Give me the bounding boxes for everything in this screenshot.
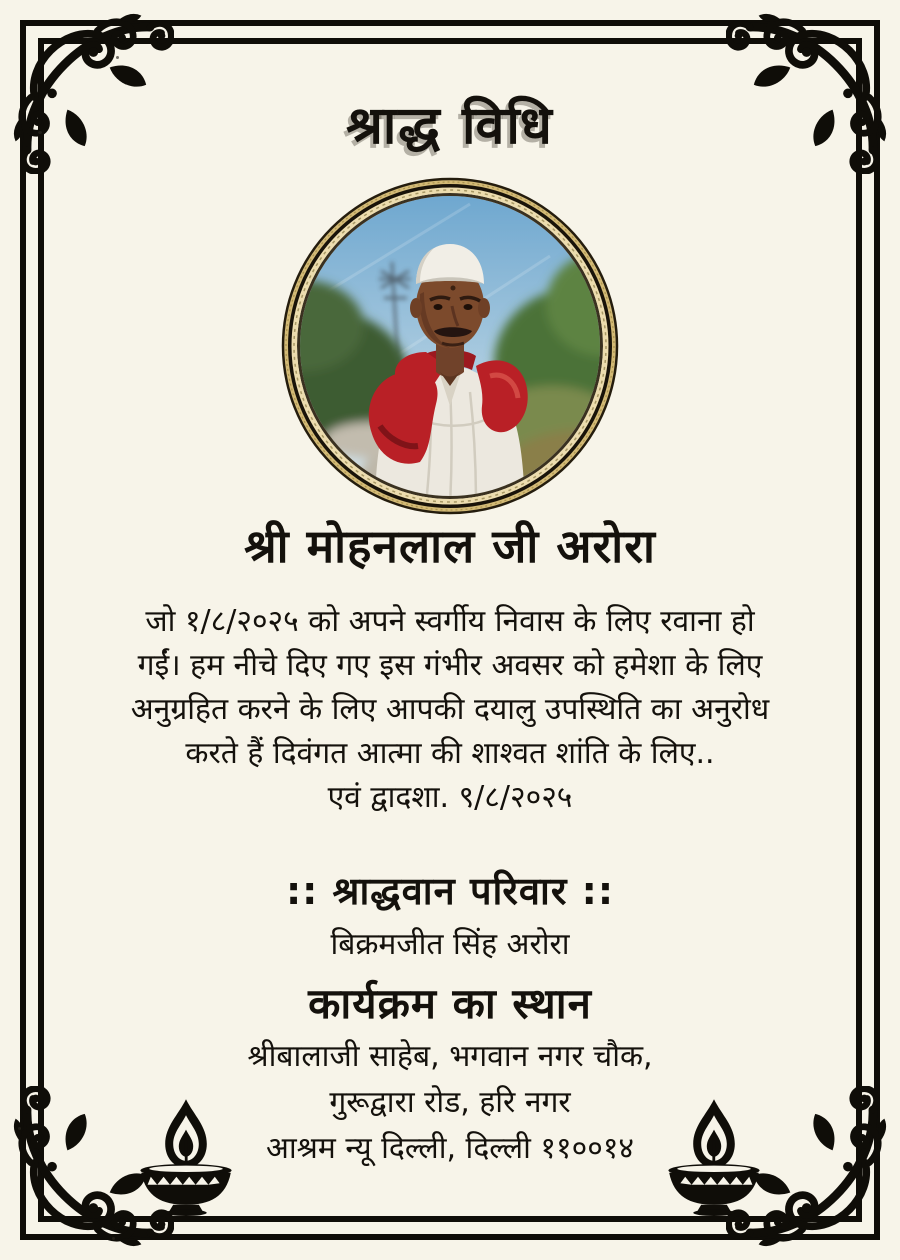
family-heading: :: श्राद्धवान परिवार :: (285, 869, 615, 913)
memorial-message (88, 600, 812, 820)
address-line: आश्रम न्यू दिल्ली, दिल्ली ११००१४ (265, 1131, 635, 1166)
diya-lamp-left-icon (138, 1096, 234, 1216)
family-member-name: बिक्रमजीत सिंह अरोरा (330, 927, 570, 962)
paper-speck (116, 56, 119, 59)
memorial-line: अनुग्रहित करने के लिए आपकी दयालु उपस्थिति का अनुरोध (130, 692, 770, 727)
paper-speck (38, 131, 42, 134)
paper-speck (18, 1127, 21, 1130)
venue-address (0, 1034, 900, 1172)
address-line: गुरूद्वारा रोड, हरि नगर (329, 1085, 571, 1120)
card-title: श्राद्ध विधि (346, 96, 554, 156)
paper-speck (112, 1237, 115, 1240)
deceased-photo-frame (280, 176, 620, 516)
deceased-name: श्री मोहनलाल जी अरोरा (244, 519, 656, 573)
memorial-line: जो १/८/२०२५ को अपने स्वर्गीय निवास के लिए रवाना हो (145, 604, 755, 639)
address-line: श्रीबालाजी साहेब, भगवान नगर चौक, (247, 1039, 653, 1074)
venue-heading: कार्यक्रम का स्थान (308, 979, 592, 1028)
memorial-line: करते हैं दिवंगत आत्मा की शाश्वत शांति के लिए.. (185, 736, 715, 771)
diya-lamp-right-icon (666, 1096, 762, 1216)
memorial-line: एवं द्वादशा. ९/८/२०२५ (327, 780, 573, 815)
memorial-line: गईं। हम नीचे दिए गए इस गंभीर अवसर को हमेशा के लिए (137, 648, 763, 683)
deceased-photo (280, 176, 620, 516)
